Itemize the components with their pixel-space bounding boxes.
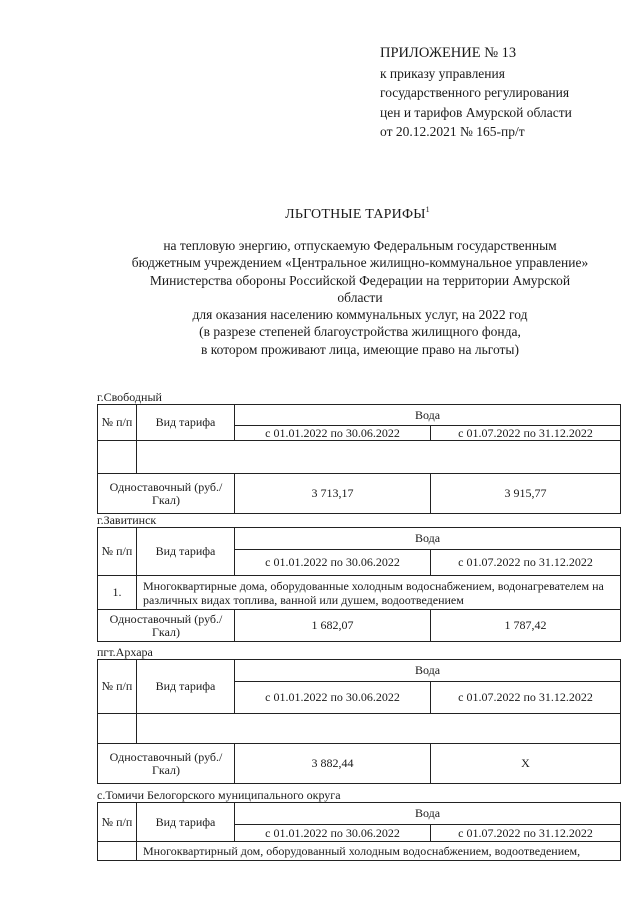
header-period-1: с 01.01.2022 по 30.06.2022 <box>235 682 431 714</box>
location-label: г.Завитинск <box>97 513 157 527</box>
tariff-value-1: 1 682,07 <box>235 610 431 642</box>
header-group: Вода <box>235 528 621 550</box>
header-period-2: с 01.07.2022 по 31.12.2022 <box>431 426 621 441</box>
housing-category: Многоквартирный дом, оборудованный холодным водоснабжением, водоотведением, <box>137 842 621 861</box>
tariff-label: Одноставочный (руб./Гкал) <box>98 744 235 784</box>
appendix-line: цен и тарифов Амурской области <box>380 104 572 120</box>
header-num: № п/п <box>98 803 137 842</box>
row-number: 1. <box>98 576 137 610</box>
footnote-mark: 1 <box>425 205 430 214</box>
row-number <box>98 842 137 861</box>
tariff-label: Одноставочный (руб./Гкал) <box>98 474 235 514</box>
header-num: № п/п <box>98 528 137 576</box>
appendix-line: к приказу управления <box>380 65 505 81</box>
header-period-2: с 01.07.2022 по 31.12.2022 <box>431 825 621 842</box>
tariff-value-2: Х <box>431 744 621 784</box>
tariff-table <box>97 659 621 784</box>
tariff-table <box>97 802 621 861</box>
tariff-value-2: 1 787,42 <box>431 610 621 642</box>
location-label: г.Свободный <box>97 390 162 404</box>
subtitle-line: на тепловую энергию, отпускаемую Федеральным государственным <box>163 238 557 253</box>
header-period-1: с 01.01.2022 по 30.06.2022 <box>235 426 431 441</box>
location-label: с.Томичи Белогорского муниципального округа <box>97 788 341 802</box>
subtitle-line: в котором проживают лица, имеющие право на льготы) <box>201 341 519 357</box>
housing-category <box>137 441 621 474</box>
appendix-line: государственного регулирования <box>380 85 570 100</box>
subtitle-line: области <box>337 289 383 305</box>
location-label: пгт.Архара <box>97 645 153 659</box>
tariff-value-1: 3 882,44 <box>235 744 431 784</box>
row-number <box>98 441 137 474</box>
subtitle-line: для оказания населению коммунальных услуг, на 2022 год <box>192 307 528 323</box>
tariff-table <box>97 404 621 514</box>
tariff-value-1: 3 713,17 <box>235 474 431 514</box>
tariff-label: Одноставочный (руб./Гкал) <box>98 610 235 642</box>
document-title-text: ЛЬГОТНЫЕ ТАРИФЫ <box>285 207 426 222</box>
header-num: № п/п <box>98 660 137 714</box>
housing-category <box>137 714 621 744</box>
header-num: № п/п <box>98 405 137 441</box>
header-group: Вода <box>235 660 621 682</box>
header-type: Вид тарифа <box>137 405 235 441</box>
header-group: Вода <box>235 803 621 825</box>
appendix-line: ПРИЛОЖЕНИЕ № 13 <box>380 45 517 61</box>
header-type: Вид тарифа <box>137 660 235 714</box>
header-period-2: с 01.07.2022 по 31.12.2022 <box>431 682 621 714</box>
appendix-line: от 20.12.2021 № 165-пр/т <box>380 124 525 139</box>
appendix-block <box>380 44 620 142</box>
header-period-2: с 01.07.2022 по 31.12.2022 <box>431 550 621 576</box>
tariff-table <box>97 527 621 642</box>
tariff-value-2: 3 915,77 <box>431 474 621 514</box>
header-type: Вид тарифа <box>137 803 235 842</box>
subtitle-line: Министерства обороны Российской Федерации на территории Амурской <box>149 272 571 288</box>
header-type: Вид тарифа <box>137 528 235 576</box>
row-number <box>98 714 137 744</box>
header-period-1: с 01.01.2022 по 30.06.2022 <box>235 825 431 842</box>
subtitle-line: бюджетным учреждением «Центральное жилищно-коммунальное управление» <box>131 255 589 271</box>
housing-category: Многоквартирные дома, оборудованные холодным водоснабжением, водонагревателем на различных видах топлива, ванной или душем, водоотведением <box>137 576 621 610</box>
header-period-1: с 01.01.2022 по 30.06.2022 <box>235 550 431 576</box>
header-group: Вода <box>235 405 621 426</box>
document-title <box>0 205 640 223</box>
subtitle-line: (в разрезе степеней благоустройства жилищного фонда, <box>199 324 521 340</box>
document-subtitle <box>100 237 620 358</box>
